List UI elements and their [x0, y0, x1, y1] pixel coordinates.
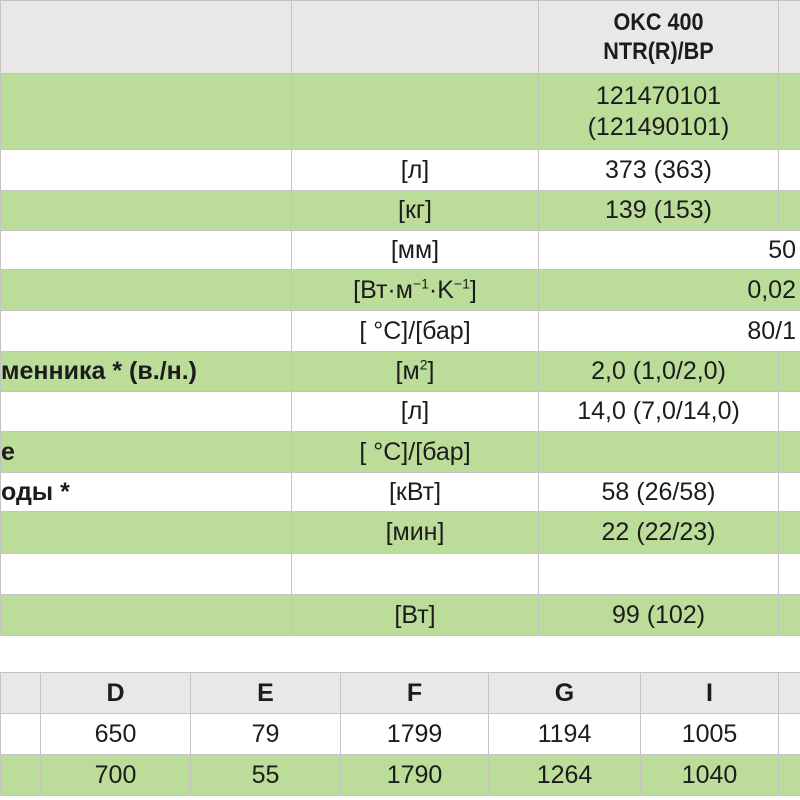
header-d: D — [41, 673, 191, 714]
blank-row — [1, 554, 800, 595]
model-title-cell — [539, 1, 779, 74]
unit-cell: [ °C]/[бар] — [292, 311, 539, 352]
exchanger-max-row — [1, 432, 800, 473]
value-cell: 14,0 (7,0/14,0) — [539, 392, 779, 432]
header-e: E — [191, 673, 341, 714]
header-g: G — [489, 673, 641, 714]
exchanger-volume-row — [1, 392, 800, 432]
dimensions-row: 700 55 1790 1264 1040 — [1, 755, 800, 796]
model-title-line2: NTR(R)/BP — [603, 38, 714, 65]
volume-row — [1, 150, 800, 191]
dimensions-row: 650 79 1799 1194 1005 — [1, 714, 800, 755]
header-label-cell — [1, 1, 292, 74]
row-label: оды * — [1, 473, 292, 512]
value-cell-overflow: 80/1 — [539, 311, 800, 352]
heating-time-row — [1, 512, 800, 554]
exchanger-area-row — [1, 352, 800, 392]
header-next-cell — [779, 1, 800, 74]
value-cell: 139 (153) — [539, 191, 779, 231]
value-cell: 99 (102) — [539, 595, 779, 636]
order-code-cell — [539, 74, 779, 150]
dimensions-table — [0, 672, 800, 796]
heat-loss-row — [1, 595, 800, 636]
unit-cell: [Вт] — [292, 595, 539, 636]
weight-row — [1, 191, 800, 231]
header-f: F — [341, 673, 489, 714]
value-cell: 2,0 (1,0/2,0) — [539, 352, 779, 392]
unit-cell: [кг] — [292, 191, 539, 231]
insulation-thickness-row — [1, 231, 800, 270]
value-cell: 373 (363) — [539, 150, 779, 191]
value-cell — [539, 432, 779, 473]
unit-cell: $[Вт\cdot м^{-1}\cdot K^{-1}]$ — [292, 270, 539, 311]
order-code-line2: (121490101) — [587, 112, 730, 141]
value-cell: 58 (26/58) — [539, 473, 779, 512]
order-code-line1: 121470101 — [595, 81, 722, 110]
header-row — [1, 1, 800, 74]
unit-cell: [л] — [292, 392, 539, 432]
code-row — [1, 74, 800, 150]
thermal-conductivity-row — [1, 270, 800, 311]
unit-cell: [мм] — [292, 231, 539, 270]
value-cell-overflow: 50 — [539, 231, 800, 270]
unit-cell: [л] — [292, 150, 539, 191]
header-unit-cell — [292, 1, 539, 74]
row-label: е — [1, 432, 292, 473]
dimensions-header-row — [1, 673, 800, 714]
row-label: менника * (в./н.) — [1, 352, 292, 392]
unit-cell: [ °C]/[бар] — [292, 432, 539, 473]
model-title-line1: OKC 400 — [613, 9, 704, 36]
value-cell-overflow: 0,02 — [539, 270, 800, 311]
unit-cell: [кВт] — [292, 473, 539, 512]
header-i: I — [641, 673, 779, 714]
unit-cell: $[м^2]$ — [292, 352, 539, 392]
unit-cell: [мин] — [292, 512, 539, 554]
max-temp-pressure-row — [1, 311, 800, 352]
power-row — [1, 473, 800, 512]
value-cell: 22 (22/23) — [539, 512, 779, 554]
